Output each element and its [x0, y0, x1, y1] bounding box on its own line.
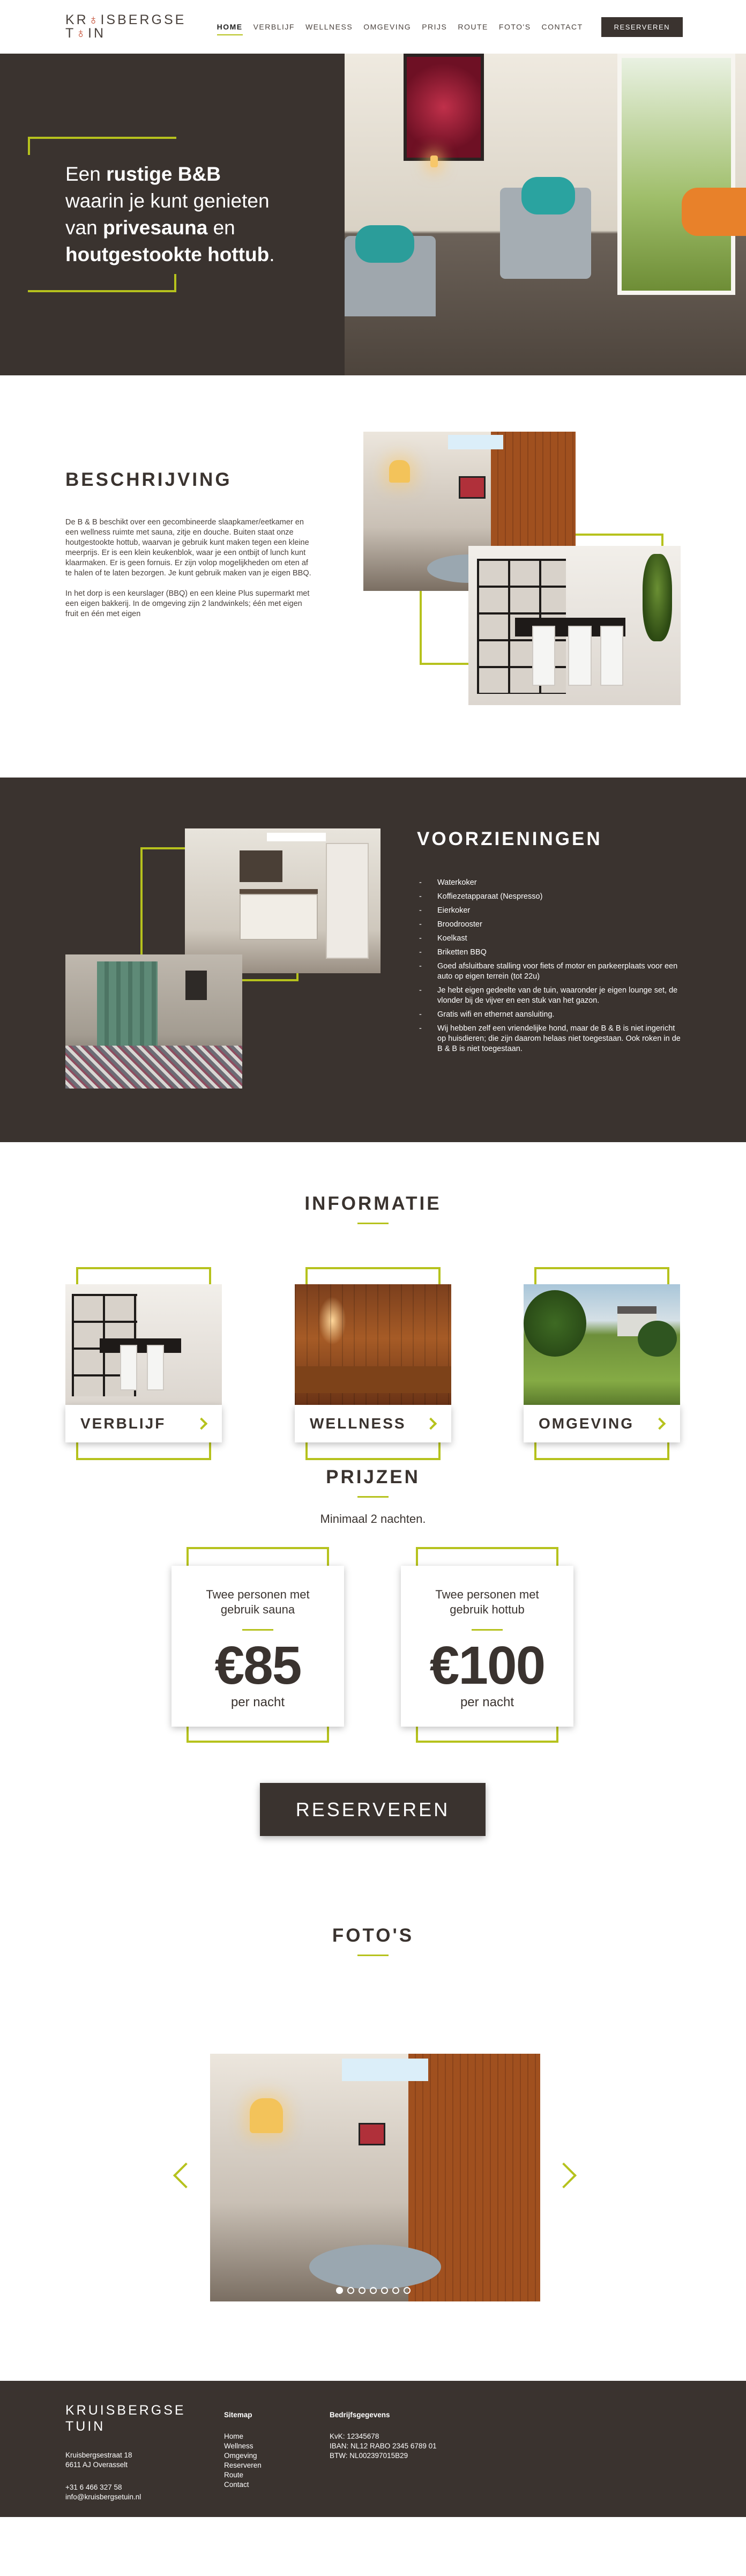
price-card-hottub	[401, 1566, 573, 1727]
photo-carousel	[0, 2054, 746, 2381]
hero-section	[0, 54, 746, 375]
nav-omgeving[interactable]: OMGEVING	[363, 23, 412, 31]
list-item: - Je hebt eigen gedeelte van de tuin, waaronder je eigen lounge set, de vlonder bij de vijver en een stuk van het gazon.	[419, 986, 684, 1006]
site-header	[0, 0, 746, 54]
footer-email[interactable]: info@kruisbergsetuin.nl	[65, 2493, 141, 2501]
price-card-title: Twee personen met gebruik hottub	[435, 1588, 539, 1616]
prices-title: PRIJZEN	[326, 1467, 420, 1487]
information-section	[0, 1142, 746, 1464]
carousel-dot[interactable]	[392, 2287, 399, 2294]
footer-address: Kruisbergsestraat 18 6611 AJ Overasselt	[65, 2451, 132, 2469]
carousel-dots	[0, 2287, 746, 2294]
list-item: - Goed afsluitbare stalling voor fiets of motor en parkeerplaats voor een auto op eigen terrein (tot 22u)	[419, 961, 684, 982]
nav-wellness[interactable]: WELLNESS	[305, 23, 353, 31]
hero-headline: Een rustige B&B waarin je kunt genieten van privesauna en houtgestookte hottub.	[65, 163, 275, 265]
info-card-photo-verblijf	[65, 1284, 222, 1405]
logo-line-1: KR♁ISBERGSE	[65, 12, 186, 27]
facilities-photo-bedroom	[65, 954, 242, 1089]
description-section	[0, 375, 746, 778]
list-item: - Waterkoker	[419, 878, 684, 888]
footer-link-home[interactable]: Home	[224, 2432, 244, 2440]
facilities-list	[419, 878, 684, 1058]
title-underline	[472, 1629, 503, 1631]
list-item: - Broodrooster	[419, 920, 684, 930]
footer-company-title: Bedrijfsgegevens	[330, 2411, 390, 2419]
site-footer	[0, 2381, 746, 2517]
nav-fotos[interactable]: FOTO'S	[498, 23, 531, 31]
info-card-label: WELLNESS	[310, 1415, 406, 1432]
price-amount: €85	[214, 1635, 301, 1696]
carousel-dot[interactable]	[404, 2287, 411, 2294]
chevron-right-icon	[654, 1418, 666, 1430]
carousel-dot[interactable]	[359, 2287, 365, 2294]
price-card-box	[171, 1566, 344, 1727]
info-card-link-wellness[interactable]	[295, 1405, 451, 1442]
reserve-button[interactable]: RESERVEREN	[260, 1783, 486, 1836]
info-card-verblijf[interactable]	[65, 1284, 222, 1445]
list-item: - Koffiezetapparaat (Nespresso)	[419, 892, 684, 902]
footer-contact	[65, 2483, 141, 2502]
list-item: - Eierkoker	[419, 906, 684, 916]
footer-logo[interactable]: KRUISBERGSE TUIN	[65, 2403, 186, 2434]
title-underline	[357, 1223, 389, 1224]
carousel-dot[interactable]	[381, 2287, 388, 2294]
hero-photo-living-room	[345, 54, 746, 375]
title-underline	[357, 1955, 389, 1956]
info-card-label: OMGEVING	[539, 1415, 635, 1432]
facilities-photo-kitchen	[185, 828, 381, 973]
info-card-photo-wellness	[295, 1284, 451, 1405]
info-card-link-omgeving[interactable]	[524, 1405, 680, 1442]
carousel-dot[interactable]	[336, 2287, 343, 2294]
description-title: BESCHRIJVING	[65, 469, 232, 490]
info-card-omgeving[interactable]	[524, 1284, 680, 1445]
list-item: - Briketten BBQ	[419, 948, 684, 958]
list-item: - Wij hebben zelf een vriendelijke hond, maar de B & B is niet ingericht op huisdieren; die zijn daarom helaas niet toegestaan. Ook roken in de B & B is niet toegestaan.	[419, 1024, 684, 1054]
list-item: - Gratis wifi en ethernet aansluiting.	[419, 1010, 684, 1020]
main-nav	[212, 17, 683, 37]
logo-line-2: T♁IN	[65, 26, 106, 41]
footer-link-route[interactable]: Route	[224, 2471, 244, 2479]
chevron-right-icon[interactable]	[551, 2163, 577, 2188]
info-card-label: VERBLIJF	[80, 1415, 166, 1432]
footer-sitemap	[224, 2410, 262, 2490]
title-underline	[242, 1629, 273, 1631]
footer-link-contact[interactable]: Contact	[224, 2481, 249, 2489]
nav-verblijf[interactable]: VERBLIJF	[253, 23, 295, 31]
description-photo-dining	[468, 546, 681, 705]
nav-prijs[interactable]: PRIJS	[422, 23, 447, 31]
footer-kvk: KvK: 12345678	[330, 2432, 379, 2440]
information-title: INFORMATIE	[304, 1193, 442, 1214]
price-card-title: Twee personen met gebruik sauna	[206, 1588, 310, 1616]
chevron-right-icon	[196, 1418, 208, 1430]
footer-iban: IBAN: NL12 RABO 2345 6789 01	[330, 2442, 437, 2450]
price-card-box	[401, 1566, 573, 1727]
information-heading	[0, 1193, 746, 1224]
footer-sitemap-title: Sitemap	[224, 2411, 252, 2419]
chevron-left-icon[interactable]	[173, 2163, 199, 2188]
footer-btw: BTW: NL002397015B29	[330, 2452, 408, 2460]
description-text	[65, 517, 312, 619]
facilities-section	[0, 778, 746, 1142]
photos-heading	[0, 1925, 746, 1956]
hero-text-panel	[0, 54, 345, 375]
prices-section	[0, 1464, 746, 2054]
site-logo[interactable]	[65, 13, 186, 40]
price-unit: per nacht	[460, 1695, 514, 1709]
carousel-dot[interactable]	[347, 2287, 354, 2294]
prices-subtitle: Minimaal 2 nachten.	[320, 1512, 426, 1526]
carousel-dot[interactable]	[370, 2287, 377, 2294]
footer-link-wellness[interactable]: Wellness	[224, 2442, 253, 2450]
info-card-link-verblijf[interactable]	[65, 1405, 222, 1442]
title-underline	[357, 1496, 389, 1498]
description-paragraph-2: In het dorp is een keurslager (BBQ) en een kleine Plus supermarkt met een eigen bakkerij. In de omgeving zijn 2 landwinkels; één met eigen fruit en één met eigen	[65, 589, 310, 618]
photos-title: FOTO'S	[332, 1925, 414, 1946]
carousel-slide-photo	[210, 2054, 540, 2301]
header-reserve-button[interactable]: RESERVEREN	[601, 17, 683, 37]
nav-contact[interactable]: CONTACT	[541, 23, 583, 31]
footer-link-reserveren[interactable]: Reserveren	[224, 2461, 262, 2469]
facilities-title: VOORZIENINGEN	[417, 828, 602, 849]
footer-company	[330, 2410, 437, 2461]
prices-heading	[0, 1467, 746, 1498]
list-item: - Koelkast	[419, 934, 684, 944]
footer-phone[interactable]: +31 6 466 327 58	[65, 2483, 122, 2491]
price-card-sauna	[171, 1566, 344, 1727]
footer-link-omgeving[interactable]: Omgeving	[224, 2452, 257, 2460]
description-paragraph-1: De B & B beschikt over een gecombineerde slaapkamer/eetkamer en een wellness ruimte met sauna, zitje en douche. Buiten staat onze houtgestookte hottub, waarvan je gebruik kunt maken tegen een kleine meerprijs. Er is een klein keukenblok, waar je een ontbijt of lunch kunt klaarmaken. Er is geen fornuis. Er zijn volop mogelijkheden om eten af te halen of te laten bezorgen. Je kunt gebruik maken van je eigen BBQ.	[65, 518, 311, 578]
price-unit: per nacht	[230, 1695, 285, 1709]
nav-home[interactable]: HOME	[212, 23, 248, 31]
nav-route[interactable]: ROUTE	[458, 23, 488, 31]
price-amount: €100	[429, 1635, 545, 1696]
chevron-right-icon	[425, 1418, 437, 1430]
info-card-photo-omgeving	[524, 1284, 680, 1405]
info-card-wellness[interactable]	[295, 1284, 451, 1445]
